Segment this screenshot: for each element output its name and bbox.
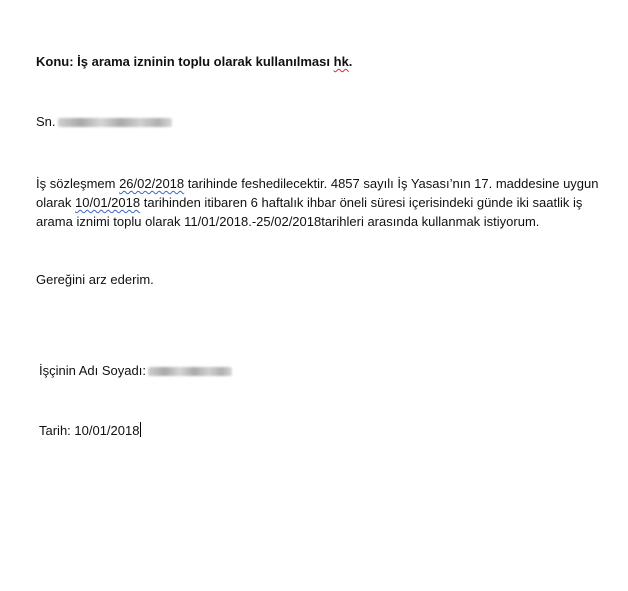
worker-name-line bbox=[39, 361, 232, 380]
subject-abbreviation: hk bbox=[333, 54, 349, 69]
termination-date: 26/02/2018 bbox=[119, 176, 185, 191]
start-date: 10/01/2018 bbox=[75, 195, 141, 210]
subject-period: . bbox=[348, 54, 353, 69]
body-text-part-1: İş sözleşmem bbox=[36, 176, 120, 191]
date-text: Tarih: 10/01/2018 bbox=[39, 423, 140, 438]
body-text-part-2: tarihinde feshedilecektir. 4857 sayılı İş Yasası’nın 17. maddesine uygun olarak bbox=[36, 176, 599, 210]
body-text-part-3: tarihinden itibaren 6 haftalık ihbar öneli süresi içerisindeki günde iki saatlik iş arama iznimi toplu olarak 11/01/2018.-25/02/2018tarihleri arasında kullanmak istiyorum. bbox=[36, 195, 583, 229]
redacted-recipient-name bbox=[58, 118, 172, 127]
redacted-worker-name bbox=[148, 367, 232, 376]
closing-line: Gereğini arz ederim. bbox=[36, 272, 154, 287]
date-line[interactable] bbox=[39, 421, 141, 440]
recipient-line bbox=[36, 112, 172, 131]
subject-line bbox=[36, 52, 352, 71]
subject-text: Konu: İş arama izninin toplu olarak kullanılması bbox=[36, 54, 334, 69]
text-cursor bbox=[140, 422, 141, 437]
body-paragraph bbox=[36, 174, 618, 231]
worker-name-label: İşçinin Adı Soyadı: bbox=[39, 363, 146, 378]
recipient-label: Sn. bbox=[36, 114, 56, 129]
